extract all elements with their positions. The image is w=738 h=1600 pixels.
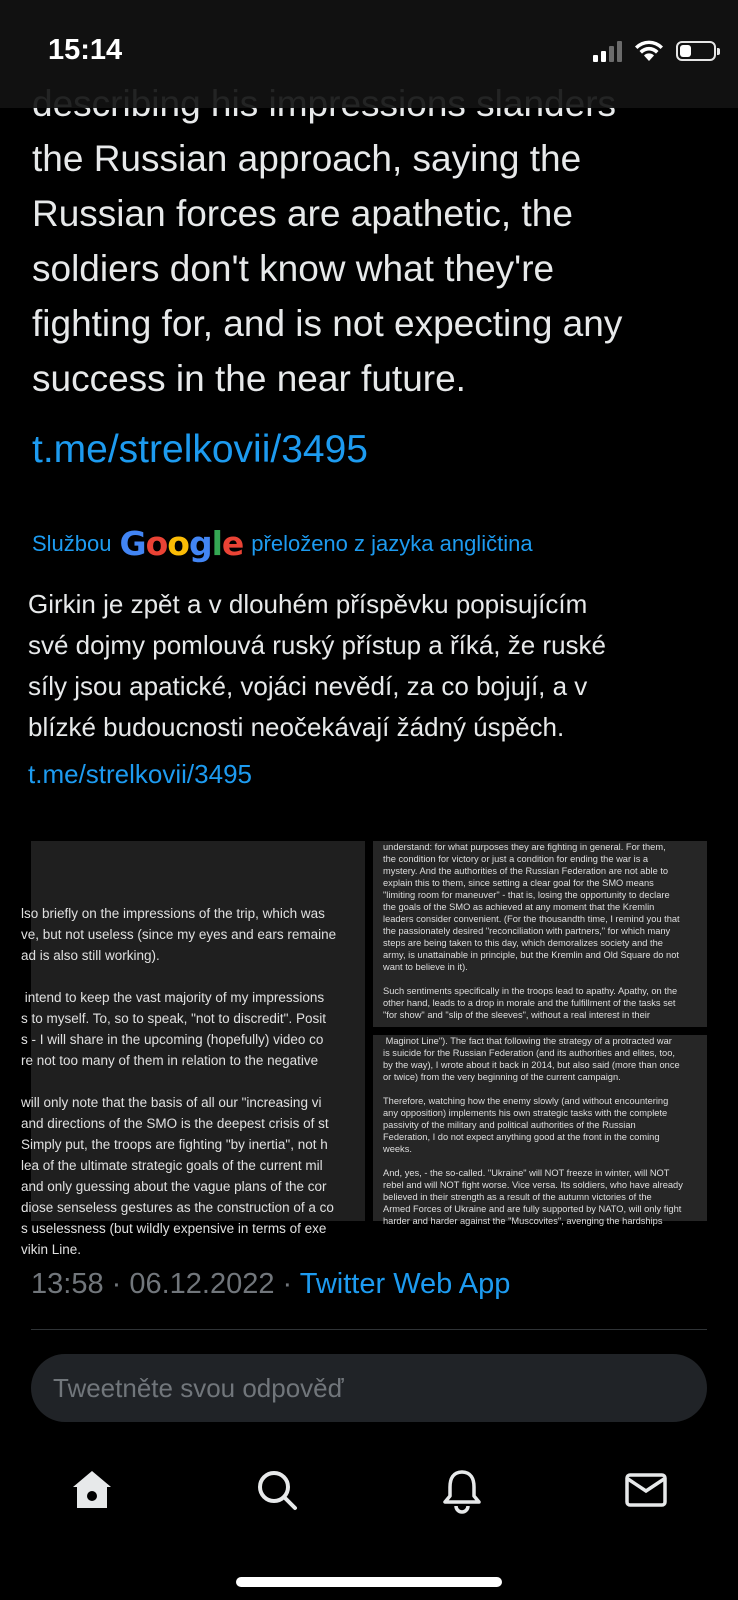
home-indicator[interactable] [236,1577,502,1587]
tweet-translated-line: své dojmy pomlouvá ruský přístup a říká, že ruské [28,630,607,660]
translation-prefix: Službou [32,530,112,556]
battery-icon [676,41,716,61]
home-icon [70,1468,114,1512]
divider [31,1329,707,1330]
tweet-translated-line: blízké budoucnosti neočekávají žádný úspěch. [28,712,565,742]
media-image-right-top[interactable] [373,841,707,1027]
media-image-right-top-text: understand: for what purposes they are fighting in general. For them, the condition for victory or just a condition for ending the war is a mystery. And the authorities of the Russian Federation are not able to explain this to them, since setting a clear goal for the SMO means "limiting room for maneuver" - that is, losing the opportunity to declare the goals of the SMO as achieved at any moment that the Kremlin leaders consider convenient. (For the thousandth time, I remind you that the passionately desired "reconciliation with partners," for which many steps are being taken to this day, which demoralizes society and the army, is unattainable in principle, but the Kremlin and Old Square do not want to believe in it). Such sentiments specifically in the troops lead to apathy. Apathy, on the other hand, leads to a drop in morale and the fulfillment of the tasks set "for show" and "slip of the sleeves", without a real interest in their [383,842,680,1020]
tweet-original-link[interactable]: t.me/strelkovii/3495 [32,428,368,471]
google-logo-icon: Google [119,524,244,563]
status-time: 15:14 [48,34,123,66]
tweet-translated-line: Girkin je zpět a v dlouhém příspěvku popisujícím [28,589,588,619]
media-image-right-bottom-text: Maginot Line"). The fact that following the strategy of a protracted war is suicide for the Russian Federation (and its authorities and elites, too, by the way), I wrote about it back in 2014, but also said (more than once or twice) from the very beginning of the current campaign. Therefore, watching how the enemy slowly (and without encountering any opposition) implements his own strategic tasks with the complete passivity of the military and political authorities of the Russian Federation, I do not expect anything good at the front in the coming weeks. And, yes, - the so-called. "Ukraine" will NOT freeze in winter, will NOT rebel and will NOT fight worse. Vice versa. Its soldiers, who have already believed in their strength as a result of the autumn victories of the Armed Forces of Ukraine and are fully supported by NATO, will only fight harder and harder against the "Muscovites", avenging the hardships [383,1036,683,1226]
tweet-timestamp [31,1268,510,1301]
tweet-translated-link[interactable]: t.me/strelkovii/3495 [28,759,252,789]
tweet-original-line: the Russian approach, saying the [32,138,582,179]
translation-suffix: přeloženo z jazyka angličtina [251,530,533,556]
wifi-icon [634,40,664,62]
home-tab[interactable] [62,1460,122,1520]
bottom-nav [0,1448,738,1528]
notifications-tab[interactable] [432,1460,492,1520]
messages-icon [624,1468,668,1512]
timestamp-text: 13:58 · 06.12.2022 · [31,1268,300,1300]
media-image-right-bottom[interactable] [373,1035,707,1226]
status-bar [0,0,738,108]
status-icons [593,40,716,62]
tweet-original-text [32,76,722,477]
notifications-icon [440,1468,484,1512]
tweet-original-line: success in the near future. [32,358,466,399]
media-image-left-text: lso briefly on the impressions of the trip, which was ve, but not useless (since my eyes and ears remaine ad is also still working). intend to keep the vast majority of my impressions s to myself. To, so to speak, "not to discredit". Posit s - I will share in the upcoming (hopefully) video co re not too many of them in relation to the negative will only note that the basis of all our "increasing vi and directions of the SMO is the deepest crisis of st Simply put, the troops are fighting "by inertia", not h lea of the ultimate strategic goals of the current mil and only guessing about the vague plans of the cor diose senseless gestures as the construction of a co s uselessness (but wildly expensive in terms of exe vikin Line. [21,906,337,1257]
tweet-original-line: soldiers don't know what they're [32,248,555,289]
translation-attribution [32,524,533,563]
tweet-original-line: fighting for, and is not expecting any [32,303,623,344]
source-app-link[interactable]: Twitter Web App [299,1268,511,1300]
search-tab[interactable] [247,1460,307,1520]
tweet-translated-line: síly jsou apatické, vojáci nevědí, za co bojují, a v [28,671,588,701]
tweet-original-line: Russian forces are apathetic, the [32,193,573,234]
media-grid [21,841,707,1257]
search-icon [255,1468,299,1512]
messages-tab[interactable] [616,1460,676,1520]
media-image-left[interactable] [21,841,365,1257]
tweet-translated-text [28,584,718,795]
signal-icon [593,40,622,62]
reply-input[interactable] [31,1354,707,1422]
